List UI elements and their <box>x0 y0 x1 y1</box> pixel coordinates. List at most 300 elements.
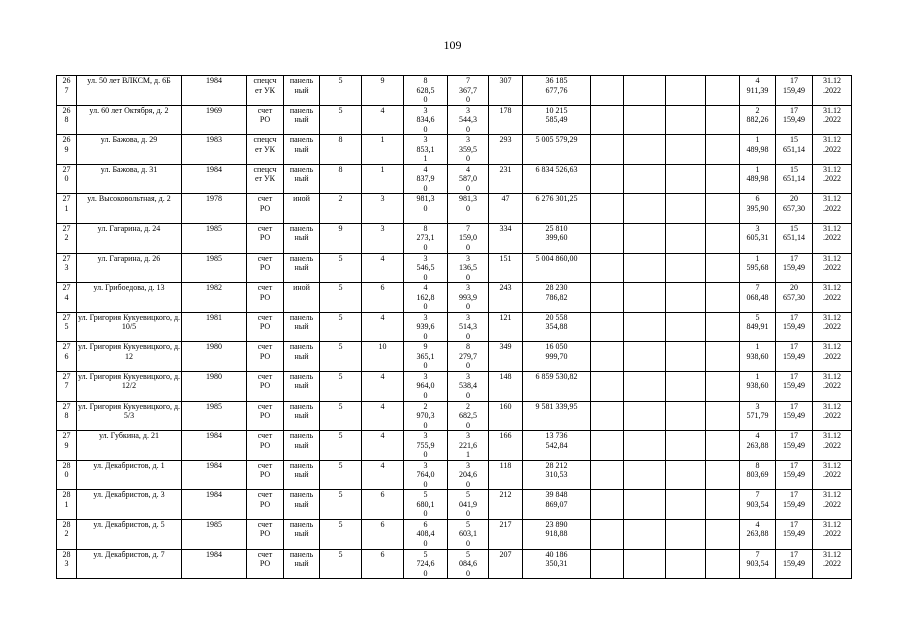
cell-wall-material-line: иной <box>293 194 310 204</box>
cell-entrances: 4 <box>362 460 404 490</box>
cell-total-area-line: 3 <box>423 312 428 322</box>
cell-total-area <box>404 431 448 461</box>
cell-residential-area-line: 359,5 <box>459 144 477 154</box>
cell-total-cost <box>523 401 591 431</box>
cell-total-area-line: 680,1 <box>416 499 435 509</box>
cell-empty <box>624 194 666 224</box>
cell-fund-method-line: счет <box>257 549 273 559</box>
cell-row-number-line: 27 <box>62 283 71 293</box>
cell-empty <box>591 312 624 342</box>
cell-fund-method-line: счет <box>257 490 273 500</box>
cell-floors: 9 <box>320 223 362 253</box>
cell-empty <box>706 105 740 135</box>
cell-total-cost-line: 5 004 860,00 <box>535 253 578 263</box>
cell-row-number <box>57 431 77 461</box>
cell-max-cost <box>776 401 813 431</box>
cell-row-number <box>57 549 77 579</box>
cell-total-cost-line: 786,82 <box>545 292 568 302</box>
cell-total-cost <box>523 194 591 224</box>
cell-row-number <box>57 105 77 135</box>
table-row <box>57 549 852 579</box>
cell-row-number-line: 27 <box>62 194 71 204</box>
cell-entrances: 1 <box>362 135 404 165</box>
cell-residential-area <box>448 253 489 283</box>
cell-row-number-line: 8 <box>64 411 69 421</box>
cell-max-cost <box>776 194 813 224</box>
cell-residential-area-line: 084,6 <box>459 559 477 568</box>
cell-address: ул. Декабристов, д. 3 <box>77 490 182 520</box>
cell-max-cost <box>776 312 813 342</box>
cell-year-built: 1978 <box>182 194 247 224</box>
cell-row-number-line: 0 <box>64 174 69 184</box>
cell-residential-area-line: 0 <box>466 420 470 430</box>
cell-residential-area-line: 682,5 <box>459 411 477 421</box>
cell-fund-method-line: счет <box>257 519 273 529</box>
cell-residential-area-line: 136,5 <box>459 263 477 273</box>
cell-residents: 334 <box>489 223 523 253</box>
cell-completion-date-line: .2022 <box>823 499 841 509</box>
cell-entrances: 4 <box>362 105 404 135</box>
cell-completion-date-line: 31.12 <box>823 401 841 411</box>
cell-completion-date <box>813 431 852 461</box>
table-row <box>57 519 852 549</box>
cell-empty <box>666 135 706 165</box>
cell-empty <box>591 431 624 461</box>
cell-empty <box>624 283 666 313</box>
cell-specific-cost <box>740 76 776 106</box>
cell-specific-cost-line: 489,98 <box>746 144 769 154</box>
cell-empty <box>666 401 706 431</box>
cell-address: ул. Бажова, д. 31 <box>77 164 182 194</box>
cell-year-built: 1984 <box>182 431 247 461</box>
cell-empty <box>706 223 740 253</box>
cell-row-number-line: 27 <box>62 164 71 174</box>
cell-row-number <box>57 371 77 401</box>
cell-wall-material-line: ный <box>294 529 309 539</box>
cell-fund-method-line: счет <box>257 283 273 293</box>
cell-max-cost <box>776 431 813 461</box>
cell-entrances: 4 <box>362 401 404 431</box>
cell-empty <box>591 194 624 224</box>
cell-fund-method <box>247 519 284 549</box>
cell-fund-method-line: ет УК <box>254 85 276 95</box>
cell-residential-area-line: 5 <box>466 519 470 529</box>
cell-residential-area <box>448 490 489 520</box>
cell-residential-area-line: 0 <box>466 479 470 489</box>
table-row <box>57 431 852 461</box>
cell-wall-material-line: панель <box>289 460 314 470</box>
cell-total-cost-line: 28 212 <box>545 460 568 470</box>
cell-max-cost <box>776 371 813 401</box>
cell-wall-material-line: ный <box>294 263 309 273</box>
cell-fund-method <box>247 549 284 579</box>
cell-max-cost-line: 15 <box>790 135 798 145</box>
cell-max-cost-line: 159,49 <box>783 263 805 273</box>
cell-wall-material <box>284 342 320 372</box>
cell-residents: 160 <box>489 401 523 431</box>
cell-total-area-line: 5 <box>423 490 428 500</box>
cell-total-cost-line: 869,07 <box>545 499 568 509</box>
cell-completion-date <box>813 194 852 224</box>
cell-completion-date-line: 31.12 <box>823 460 841 470</box>
cell-specific-cost <box>740 401 776 431</box>
cell-specific-cost-line: 7 <box>755 283 760 293</box>
cell-empty <box>624 549 666 579</box>
cell-fund-method-line: счет <box>257 401 273 411</box>
cell-fund-method <box>247 342 284 372</box>
cell-floors: 5 <box>320 76 362 106</box>
cell-total-area <box>404 401 448 431</box>
cell-fund-method-line: ет УК <box>254 144 276 154</box>
cell-total-area <box>404 164 448 194</box>
cell-max-cost-line: 15 <box>790 223 798 233</box>
cell-total-cost-line: 25 810 <box>545 223 568 233</box>
cell-entrances: 4 <box>362 431 404 461</box>
cell-completion-date <box>813 223 852 253</box>
cell-wall-material-line: ный <box>294 85 309 95</box>
cell-specific-cost-line: 1 <box>755 371 760 381</box>
cell-completion-date-line: .2022 <box>823 263 841 273</box>
cell-max-cost-line: 657,30 <box>783 292 805 302</box>
cell-completion-date <box>813 519 852 549</box>
cell-max-cost-line: 159,49 <box>783 411 805 421</box>
cell-max-cost-line: 159,49 <box>783 381 805 391</box>
cell-completion-date-line: 31.12 <box>823 194 841 204</box>
cell-specific-cost <box>740 253 776 283</box>
cell-residents: 178 <box>489 105 523 135</box>
cell-year-built: 1985 <box>182 519 247 549</box>
cell-fund-method <box>247 164 284 194</box>
cell-specific-cost-line: 1 <box>755 135 760 145</box>
cell-wall-material-line: панель <box>289 431 314 441</box>
cell-total-area-line: 0 <box>423 183 428 193</box>
cell-total-cost-line: 16 050 <box>545 342 568 352</box>
cell-specific-cost-line: 938,60 <box>746 351 769 361</box>
cell-wall-material-line: ный <box>294 559 309 568</box>
cell-completion-date-line: 31.12 <box>823 431 841 441</box>
cell-total-area <box>404 371 448 401</box>
cell-total-area-line: 2 <box>423 401 428 411</box>
cell-empty <box>666 431 706 461</box>
cell-wall-material-line: ный <box>294 411 309 421</box>
cell-empty <box>591 460 624 490</box>
cell-total-area-line: 0 <box>423 272 428 282</box>
cell-total-area-line: 162,8 <box>416 292 435 302</box>
cell-completion-date-line: .2022 <box>823 115 841 125</box>
cell-completion-date-line: .2022 <box>823 85 841 95</box>
cell-residents: 118 <box>489 460 523 490</box>
cell-specific-cost-line: 903,54 <box>746 559 769 568</box>
cell-year-built: 1969 <box>182 105 247 135</box>
cell-completion-date-line: .2022 <box>823 351 841 361</box>
cell-specific-cost-line: 605,31 <box>746 233 769 243</box>
cell-fund-method-line: спецсч <box>253 76 277 85</box>
cell-wall-material-line: ный <box>294 470 309 480</box>
cell-row-number-line: 4 <box>64 292 69 302</box>
cell-max-cost-line: 657,30 <box>783 203 805 213</box>
cell-empty <box>706 371 740 401</box>
cell-empty <box>666 342 706 372</box>
cell-total-cost-line: 310,53 <box>545 470 568 480</box>
cell-wall-material-line: панель <box>289 519 314 529</box>
cell-specific-cost-line: 849,91 <box>746 322 769 332</box>
cell-floors: 5 <box>320 312 362 342</box>
cell-row-number <box>57 460 77 490</box>
cell-total-area-line: 0 <box>423 479 428 489</box>
cell-fund-method <box>247 312 284 342</box>
cell-residential-area-line: 367,7 <box>459 85 477 95</box>
cell-total-cost-line: 9 581 339,95 <box>535 401 578 411</box>
cell-row-number-line: 2 <box>64 529 69 539</box>
cell-total-area-line: 9 <box>423 342 428 352</box>
cell-total-cost-line: 13 736 <box>545 431 568 441</box>
cell-specific-cost <box>740 105 776 135</box>
cell-residents: 121 <box>489 312 523 342</box>
cell-max-cost-line: 17 <box>790 105 798 115</box>
cell-total-area <box>404 76 448 106</box>
cell-empty <box>666 460 706 490</box>
cell-total-cost <box>523 283 591 313</box>
cell-fund-method <box>247 135 284 165</box>
cell-completion-date-line: 31.12 <box>823 105 841 115</box>
table-row <box>57 76 852 106</box>
cell-empty <box>666 283 706 313</box>
cell-completion-date <box>813 312 852 342</box>
cell-specific-cost <box>740 549 776 579</box>
cell-empty <box>591 105 624 135</box>
cell-specific-cost-line: 903,54 <box>746 499 769 509</box>
cell-residential-area-line: 0 <box>466 124 470 134</box>
cell-fund-method-line: РО <box>259 233 271 243</box>
cell-residential-area-line: 159,0 <box>459 233 477 243</box>
table-row <box>57 312 852 342</box>
cell-completion-date-line: 31.12 <box>823 371 841 381</box>
cell-floors: 5 <box>320 253 362 283</box>
cell-total-area-line: 4 <box>423 164 428 174</box>
cell-fund-method <box>247 401 284 431</box>
cell-wall-material <box>284 431 320 461</box>
cell-total-cost-line: 350,31 <box>545 559 568 568</box>
cell-specific-cost-line: 571,79 <box>746 411 769 421</box>
cell-total-area-line: 8 <box>423 223 428 233</box>
cell-completion-date-line: .2022 <box>823 174 841 184</box>
cell-completion-date-line: 31.12 <box>823 253 841 263</box>
cell-specific-cost-line: 595,68 <box>746 263 769 273</box>
cell-wall-material-line: панель <box>289 223 314 233</box>
cell-wall-material-line: панель <box>289 312 314 322</box>
cell-year-built: 1984 <box>182 164 247 194</box>
cell-specific-cost-line: 6 <box>755 194 760 204</box>
cell-completion-date-line: 31.12 <box>823 549 841 559</box>
cell-empty <box>666 253 706 283</box>
cell-empty <box>591 549 624 579</box>
table-row <box>57 283 852 313</box>
cell-completion-date-line: 31.12 <box>823 312 841 322</box>
cell-total-cost <box>523 223 591 253</box>
cell-specific-cost-line: 489,98 <box>746 174 769 184</box>
cell-fund-method-line: счет <box>257 312 273 322</box>
cell-wall-material-line: ный <box>294 351 309 361</box>
cell-specific-cost-line: 803,69 <box>746 470 769 480</box>
cell-fund-method-line: РО <box>259 203 271 213</box>
cell-wall-material-line: панель <box>289 371 314 381</box>
cell-total-cost-line: 28 230 <box>545 283 568 293</box>
cell-max-cost-line: 651,14 <box>783 233 805 243</box>
cell-residential-area <box>448 164 489 194</box>
cell-fund-method-line: РО <box>259 351 271 361</box>
cell-total-area-line: 724,6 <box>416 559 435 568</box>
cell-empty <box>624 431 666 461</box>
cell-total-cost-line: 542,84 <box>545 440 568 450</box>
cell-residential-area <box>448 135 489 165</box>
cell-year-built: 1980 <box>182 342 247 372</box>
table-row <box>57 194 852 224</box>
cell-wall-material-line: иной <box>293 283 310 293</box>
cell-residential-area-line: 538,4 <box>459 381 477 391</box>
cell-fund-method-line: РО <box>259 440 271 450</box>
cell-max-cost <box>776 76 813 106</box>
cell-specific-cost-line: 882,26 <box>746 115 769 125</box>
cell-year-built: 1983 <box>182 135 247 165</box>
cell-total-area-line: 837,9 <box>416 174 435 184</box>
cell-fund-method-line: РО <box>259 263 271 273</box>
cell-max-cost-line: 159,49 <box>783 351 805 361</box>
cell-total-area-line: 981,3 <box>416 194 435 204</box>
cell-fund-method-line: спецсч <box>253 164 277 174</box>
table-body <box>57 76 852 579</box>
cell-completion-date <box>813 371 852 401</box>
cell-max-cost <box>776 460 813 490</box>
cell-completion-date-line: .2022 <box>823 411 841 421</box>
cell-row-number-line: 28 <box>62 490 71 500</box>
cell-row-number-line: 28 <box>62 460 71 470</box>
cell-residential-area-line: 544,3 <box>459 115 477 125</box>
cell-residential-area <box>448 342 489 372</box>
table-row <box>57 490 852 520</box>
cell-wall-material-line: панель <box>289 549 314 559</box>
cell-total-area <box>404 105 448 135</box>
cell-total-area-line: 0 <box>423 450 428 460</box>
cell-wall-material-line: панель <box>289 135 314 145</box>
cell-total-area <box>404 283 448 313</box>
cell-specific-cost-line: 8 <box>755 460 760 470</box>
cell-residential-area <box>448 431 489 461</box>
cell-max-cost-line: 159,49 <box>783 440 805 450</box>
cell-specific-cost-line: 1 <box>755 342 760 352</box>
cell-total-cost <box>523 519 591 549</box>
table-row <box>57 105 852 135</box>
cell-address: ул. 50 лет ВЛКСМ, д. 6Б <box>77 76 182 106</box>
cell-residential-area-line: 587,0 <box>459 174 477 184</box>
cell-residential-area <box>448 194 489 224</box>
cell-row-number-line: 28 <box>62 549 71 559</box>
cell-empty <box>666 76 706 106</box>
cell-residential-area-line: 0 <box>466 203 470 213</box>
cell-max-cost-line: 159,49 <box>783 115 805 125</box>
cell-max-cost-line: 651,14 <box>783 144 805 154</box>
cell-total-area-line: 0 <box>423 203 428 213</box>
cell-wall-material-line: панель <box>289 76 314 85</box>
cell-entrances: 6 <box>362 283 404 313</box>
cell-fund-method-line: счет <box>257 431 273 441</box>
cell-row-number-line: 27 <box>62 371 71 381</box>
cell-residential-area-line: 3 <box>466 312 470 322</box>
cell-total-area-line: 4 <box>423 283 428 293</box>
cell-floors: 8 <box>320 164 362 194</box>
cell-year-built: 1984 <box>182 460 247 490</box>
cell-row-number-line: 2 <box>64 233 69 243</box>
cell-year-built: 1980 <box>182 371 247 401</box>
cell-residential-area-line: 0 <box>466 154 470 164</box>
cell-row-number-line: 3 <box>64 263 69 273</box>
cell-completion-date-line: .2022 <box>823 470 841 480</box>
table-row <box>57 371 852 401</box>
cell-residential-area <box>448 283 489 313</box>
cell-residential-area <box>448 519 489 549</box>
cell-fund-method <box>247 371 284 401</box>
cell-total-area-line: 273,1 <box>416 233 435 243</box>
cell-residential-area-line: 5 <box>466 549 470 559</box>
cell-max-cost <box>776 164 813 194</box>
cell-residential-area-line: 279,7 <box>459 351 477 361</box>
cell-empty <box>591 76 624 106</box>
cell-address: ул. Декабристов, д. 5 <box>77 519 182 549</box>
cell-total-area-line: 0 <box>423 361 428 371</box>
cell-total-area <box>404 312 448 342</box>
cell-fund-method <box>247 76 284 106</box>
cell-total-area-line: 755,9 <box>416 440 435 450</box>
cell-row-number <box>57 223 77 253</box>
cell-wall-material-line: ный <box>294 233 309 243</box>
cell-fund-method-line: счет <box>257 223 273 233</box>
cell-residential-area-line: 0 <box>466 272 470 282</box>
cell-wall-material-line: панель <box>289 342 314 352</box>
cell-empty <box>624 490 666 520</box>
cell-total-area-line: 0 <box>423 390 428 400</box>
cell-total-area-line: 834,6 <box>416 115 435 125</box>
cell-residential-area <box>448 549 489 579</box>
cell-floors: 5 <box>320 431 362 461</box>
cell-wall-material-line: панель <box>289 253 314 263</box>
cell-max-cost <box>776 283 813 313</box>
cell-row-number <box>57 312 77 342</box>
cell-max-cost-line: 159,49 <box>783 529 805 539</box>
cell-wall-material <box>284 312 320 342</box>
table-row <box>57 164 852 194</box>
cell-empty <box>706 431 740 461</box>
cell-total-area-line: 8 <box>423 76 428 85</box>
cell-row-number-line: 1 <box>64 203 69 213</box>
cell-empty <box>666 164 706 194</box>
cell-specific-cost <box>740 312 776 342</box>
cell-total-area-line: 0 <box>423 242 428 252</box>
cell-max-cost-line: 17 <box>790 460 798 470</box>
cell-max-cost-line: 17 <box>790 519 798 529</box>
cell-fund-method <box>247 223 284 253</box>
cell-total-area <box>404 223 448 253</box>
cell-address: ул. Григория Кукуевицкого, д. 5/3 <box>77 401 182 431</box>
cell-row-number-line: 26 <box>62 135 71 145</box>
cell-total-cost <box>523 312 591 342</box>
cell-specific-cost <box>740 431 776 461</box>
cell-residential-area-line: 3 <box>466 283 470 293</box>
cell-residents: 243 <box>489 283 523 313</box>
cell-wall-material <box>284 223 320 253</box>
cell-fund-method-line: спецсч <box>253 135 277 145</box>
cell-specific-cost-line: 263,88 <box>746 440 769 450</box>
cell-completion-date <box>813 401 852 431</box>
cell-address: ул. Григория Кукуевицкого, д. 10/5 <box>77 312 182 342</box>
